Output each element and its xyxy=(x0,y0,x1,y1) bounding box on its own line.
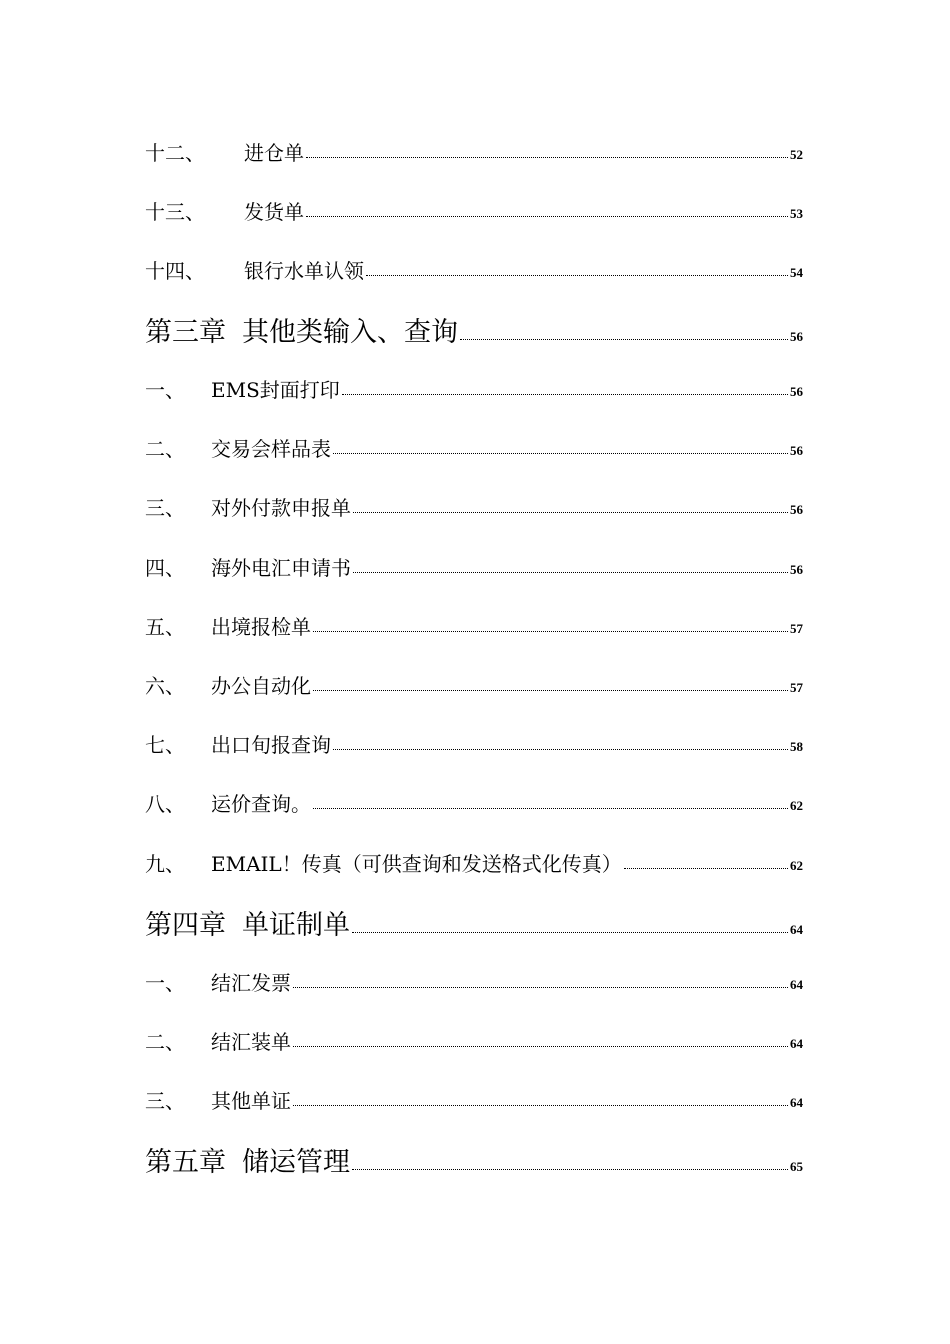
toc-entry-number: 七、 xyxy=(145,733,185,757)
toc-entry[interactable] xyxy=(145,669,803,699)
dot-leader xyxy=(293,1105,788,1106)
toc-entry[interactable] xyxy=(145,1025,803,1055)
toc-entry-page: 62 xyxy=(790,798,803,813)
toc-entry-title: 交易会样品表 xyxy=(211,437,331,461)
dot-leader xyxy=(313,631,788,632)
toc-entry-page: 57 xyxy=(790,621,803,636)
toc-entry-page: 56 xyxy=(790,443,803,458)
toc-entry-title: 办公自动化 xyxy=(211,674,311,698)
toc-entry-page: 64 xyxy=(790,1095,803,1110)
toc-entry-number: 一、 xyxy=(145,971,185,995)
toc-entry-number: 十三、 xyxy=(145,200,205,224)
toc-entry-page: 65 xyxy=(790,1159,803,1174)
dot-leader xyxy=(333,749,788,750)
toc-chapter-number: 第三章 xyxy=(145,317,226,348)
toc-entry-page: 56 xyxy=(790,562,803,577)
toc-entry-page: 53 xyxy=(790,206,803,221)
toc-entry[interactable] xyxy=(145,136,803,166)
toc-entry[interactable] xyxy=(145,787,803,817)
dot-leader xyxy=(313,690,788,691)
toc-entry-number: 五、 xyxy=(145,615,185,639)
dot-leader xyxy=(306,216,788,217)
toc-entry-title: 运价查询。 xyxy=(211,792,311,816)
toc-entry-page: 52 xyxy=(790,147,803,162)
toc-entry[interactable] xyxy=(145,610,803,640)
toc-entry-title: 对外付款申报单 xyxy=(211,496,351,520)
toc-entry-title: 发货单 xyxy=(244,200,304,224)
toc-chapter-entry[interactable] xyxy=(145,1139,803,1179)
dot-leader xyxy=(306,157,788,158)
dot-leader xyxy=(353,512,788,513)
toc-entry-number: 八、 xyxy=(145,792,185,816)
toc-entry[interactable] xyxy=(145,491,803,521)
toc-entry[interactable] xyxy=(145,551,803,581)
toc-entry[interactable] xyxy=(145,195,803,225)
toc-entry-title: 海外电汇申请书 xyxy=(211,556,351,580)
toc-chapter-title: 储运管理 xyxy=(242,1147,350,1178)
toc-entry-title: 出境报检单 xyxy=(211,615,311,639)
dot-leader xyxy=(342,394,788,395)
toc-entry-page: 54 xyxy=(790,265,803,280)
toc-entry[interactable] xyxy=(145,254,803,284)
dot-leader xyxy=(460,339,788,340)
dot-leader xyxy=(352,932,788,933)
toc-entry-title: 结汇装单 xyxy=(211,1030,291,1054)
toc-chapter-title: 其他类输入、查询 xyxy=(242,317,458,348)
toc-entry-title: 其他单证 xyxy=(211,1089,291,1113)
dot-leader xyxy=(366,275,788,276)
toc-entry-page: 62 xyxy=(790,858,803,873)
toc-entry[interactable] xyxy=(145,1084,803,1114)
toc-entry-number: 二、 xyxy=(145,1030,185,1054)
toc-entry-number: 六、 xyxy=(145,674,185,698)
toc-entry-title: 结汇发票 xyxy=(211,971,291,995)
toc-entry-number: 三、 xyxy=(145,1089,185,1113)
toc-entry-page: 56 xyxy=(790,502,803,517)
dot-leader xyxy=(293,1046,788,1047)
toc-chapter-entry[interactable] xyxy=(145,902,803,942)
toc-entry[interactable] xyxy=(145,728,803,758)
toc-entry-title: EMS封面打印 xyxy=(211,378,340,402)
toc-entry-number: 十四、 xyxy=(145,259,205,283)
toc-entry-number: 二、 xyxy=(145,437,185,461)
toc-entry-page: 64 xyxy=(790,977,803,992)
toc-entry-number: 三、 xyxy=(145,496,185,520)
toc-entry-number: 一、 xyxy=(145,378,185,402)
toc-entry-title: EMAIL！传真（可供查询和发送格式化传真） xyxy=(211,852,622,876)
toc-entry[interactable] xyxy=(145,432,803,462)
toc-chapter-entry[interactable] xyxy=(145,309,803,349)
toc-entry[interactable] xyxy=(145,373,803,403)
dot-leader xyxy=(313,808,788,809)
toc-entry-page: 57 xyxy=(790,680,803,695)
toc-entry[interactable] xyxy=(145,847,803,877)
toc-chapter-number: 第五章 xyxy=(145,1147,226,1178)
toc-entry-title: 出口旬报查询 xyxy=(211,733,331,757)
dot-leader xyxy=(624,868,788,869)
toc-entry-number: 九、 xyxy=(145,852,185,876)
dot-leader xyxy=(293,987,788,988)
toc-entry-page: 58 xyxy=(790,739,803,754)
toc-entry-page: 56 xyxy=(790,329,803,344)
toc-entry-page: 64 xyxy=(790,1036,803,1051)
toc-entry-number: 十二、 xyxy=(145,141,205,165)
toc-entry-title: 进仓单 xyxy=(244,141,304,165)
toc-chapter-title: 单证制单 xyxy=(242,910,350,941)
dot-leader xyxy=(333,453,788,454)
toc-chapter-number: 第四章 xyxy=(145,910,226,941)
toc-entry-page: 64 xyxy=(790,922,803,937)
toc-entry-number: 四、 xyxy=(145,556,185,580)
toc-entry-page: 56 xyxy=(790,384,803,399)
toc-entry-title: 银行水单认领 xyxy=(244,259,364,283)
dot-leader xyxy=(353,572,788,573)
dot-leader xyxy=(352,1169,788,1170)
toc-entry[interactable] xyxy=(145,966,803,996)
